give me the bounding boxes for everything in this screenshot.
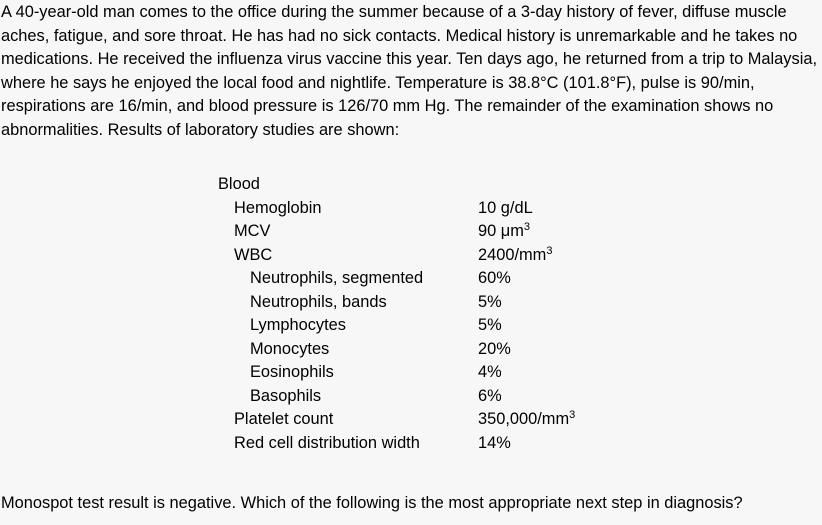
lab-row-red-cell-distribution-width xyxy=(218,432,638,456)
lab-value xyxy=(478,244,552,268)
lab-name: Monocytes xyxy=(250,339,330,358)
lab-name: Platelet count xyxy=(234,410,334,428)
lab-value-superscript: 3 xyxy=(523,221,531,233)
lab-value-text: 350,000/mm xyxy=(478,410,570,428)
lab-row-lymphocytes xyxy=(218,314,638,338)
lab-value-text: 6% xyxy=(478,386,502,405)
lab-row-neutrophils-segmented xyxy=(218,267,638,291)
lab-name: Neutrophils, segmented xyxy=(250,269,424,287)
lab-name: Red cell distribution width xyxy=(234,433,420,452)
lab-row-mcv xyxy=(218,220,638,244)
lab-value-text: 4% xyxy=(478,363,502,381)
lab-value xyxy=(478,432,511,456)
stem-text: A 40-year-old man comes to the office during the summer because of a 3-day history of fever, diffuse muscle aches, fatigue, and sore throat. He has had no sick contacts. Medical history is unremarkable and he takes no medications. He received the influenza virus vaccine this year. Ten days ago, he returned from a trip to Malaysia, where he says he enjoyed the local food and nightlife. Temperature is 38.8°C (101.8°F), pulse is 90/min, respirations are 16/min, and blood pressure is 126/70 mm Hg. The remainder of the examination shows no abnormalities. Results of laboratory studies are shown: xyxy=(1,3,818,139)
lab-name: Basophils xyxy=(250,386,322,405)
lab-row-neutrophils-bands xyxy=(218,291,638,315)
lab-name: WBC xyxy=(234,245,273,264)
lab-name: MCV xyxy=(234,222,271,240)
lab-value-text: 10 g/dL xyxy=(478,198,533,217)
lab-value xyxy=(478,314,502,338)
lab-section-heading-blood: Blood xyxy=(218,175,260,193)
lab-row-basophils xyxy=(218,385,638,409)
lab-value xyxy=(478,385,502,409)
lab-results-table xyxy=(218,173,638,455)
lab-value-text: 14% xyxy=(478,433,511,452)
lab-row-platelet-count xyxy=(218,408,638,432)
lab-name: Eosinophils xyxy=(250,363,334,381)
lab-value-text: 20% xyxy=(478,339,511,358)
lab-name: Neutrophils, bands xyxy=(250,292,387,311)
lab-value-text: 2400/mm xyxy=(478,245,547,264)
question-stem xyxy=(1,1,822,142)
lab-value xyxy=(478,220,530,244)
lab-name: Lymphocytes xyxy=(250,316,346,334)
lab-value xyxy=(478,267,511,291)
lab-row-monocytes xyxy=(218,338,638,362)
question-prompt: Monospot test result is negative. Which of the following is the most appropriate next step in diagnosis? xyxy=(1,494,743,512)
lab-value-text: 5% xyxy=(478,316,502,334)
lab-value xyxy=(478,361,502,385)
lab-value xyxy=(478,408,575,432)
lab-row-wbc xyxy=(218,244,638,268)
lab-value-text: 90 μm xyxy=(478,222,524,240)
lab-value-text: 5% xyxy=(478,292,502,311)
lab-name: Hemoglobin xyxy=(234,198,322,217)
lab-value-superscript: 3 xyxy=(569,409,576,421)
lab-value xyxy=(478,338,511,362)
lab-value xyxy=(478,291,502,315)
lab-value-superscript: 3 xyxy=(546,244,553,257)
lab-value xyxy=(478,197,533,221)
lab-row-hemoglobin xyxy=(218,197,638,221)
lab-value-text: 60% xyxy=(478,269,511,287)
lab-row-eosinophils xyxy=(218,361,638,385)
